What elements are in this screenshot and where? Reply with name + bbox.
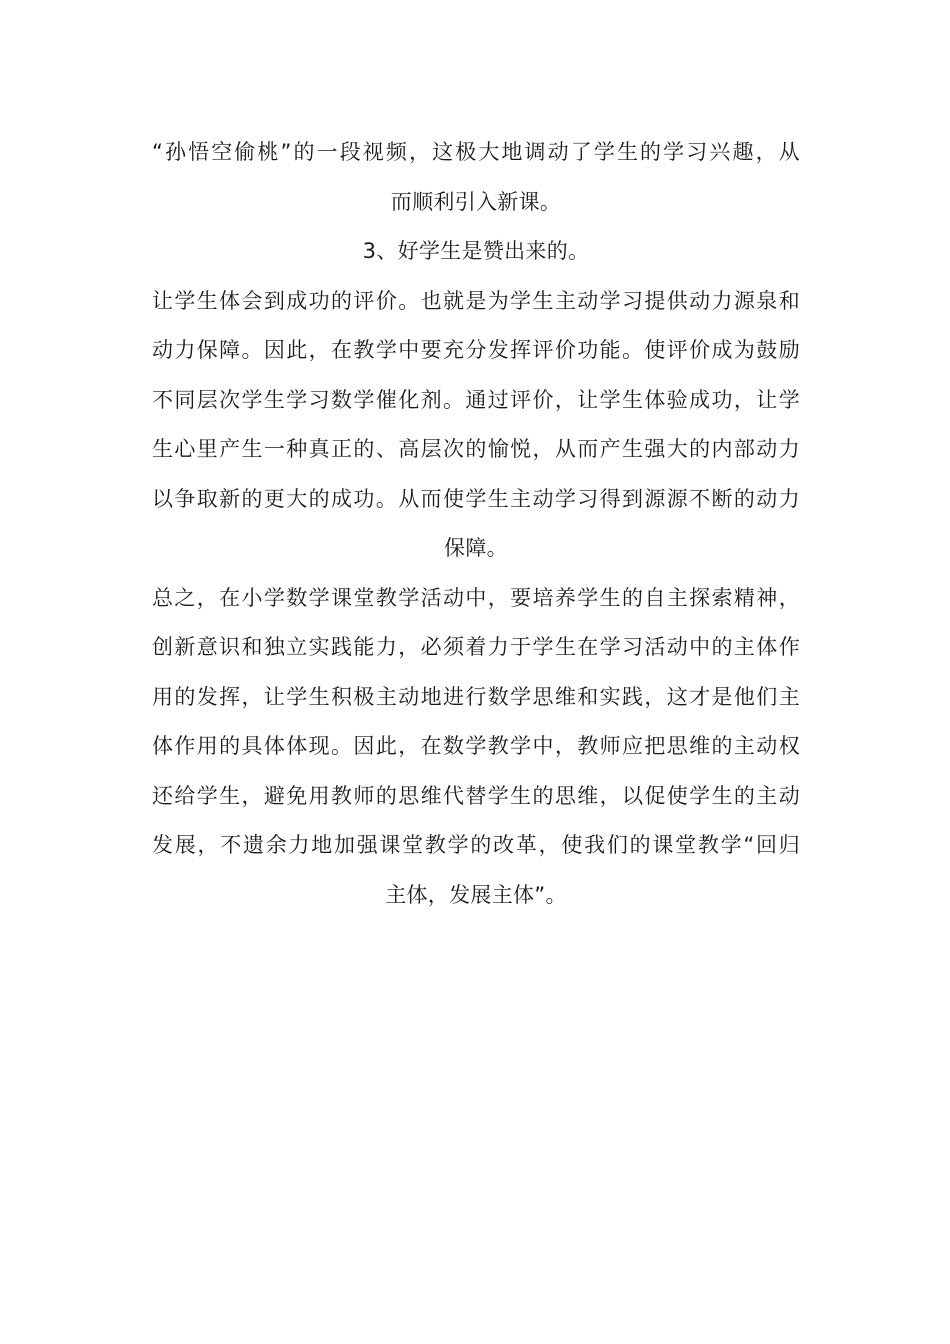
text-line: 保障。 xyxy=(444,536,508,560)
text-line: 不同层次学生学习数学催化剂。通过评价，让学生体验成功，让学 xyxy=(152,387,800,412)
text-line: 主体，发展主体”。 xyxy=(385,882,567,907)
text-line: “孙悟空偷桃”的一段视频，这极大地调动了学生的学习兴趣，从 xyxy=(152,140,800,164)
text-line: 生心里产生一种真正的、高层次的愉悦，从而产生强大的内部动力 xyxy=(152,437,800,461)
text-line: 让学生体会到成功的评价。也就是为学生主动学习提供动力源泉和 xyxy=(152,288,800,313)
text-line: 总之，在小学数学课堂教学活动中，要培养学生的自主探索精神， xyxy=(152,585,800,610)
document-body xyxy=(152,128,800,920)
text-line: 体作用的具体体现。因此，在数学教学中，教师应把思维的主动权 xyxy=(152,734,800,758)
section-heading: 3、好学生是赞出来的。 xyxy=(362,239,590,263)
text-line: 以争取新的更大的成功。从而使学生主动学习得到源源不断的动力 xyxy=(152,486,800,511)
text-line: 而顺利引入新课。 xyxy=(390,189,562,214)
text-line: 发展，不遗余力地加强课堂教学的改革，使我们的课堂教学“回归 xyxy=(152,833,800,857)
text-line: 动力保障。因此，在教学中要充分发挥评价功能。使评价成为鼓励 xyxy=(152,338,800,362)
text-line: 创新意识和独立实践能力，必须着力于学生在学习活动中的主体作 xyxy=(152,635,800,659)
text-line: 用的发挥，让学生积极主动地进行数学思维和实践，这才是他们主 xyxy=(152,684,800,709)
text-line: 还给学生，避免用教师的思维代替学生的思维，以促使学生的主动 xyxy=(152,783,800,808)
